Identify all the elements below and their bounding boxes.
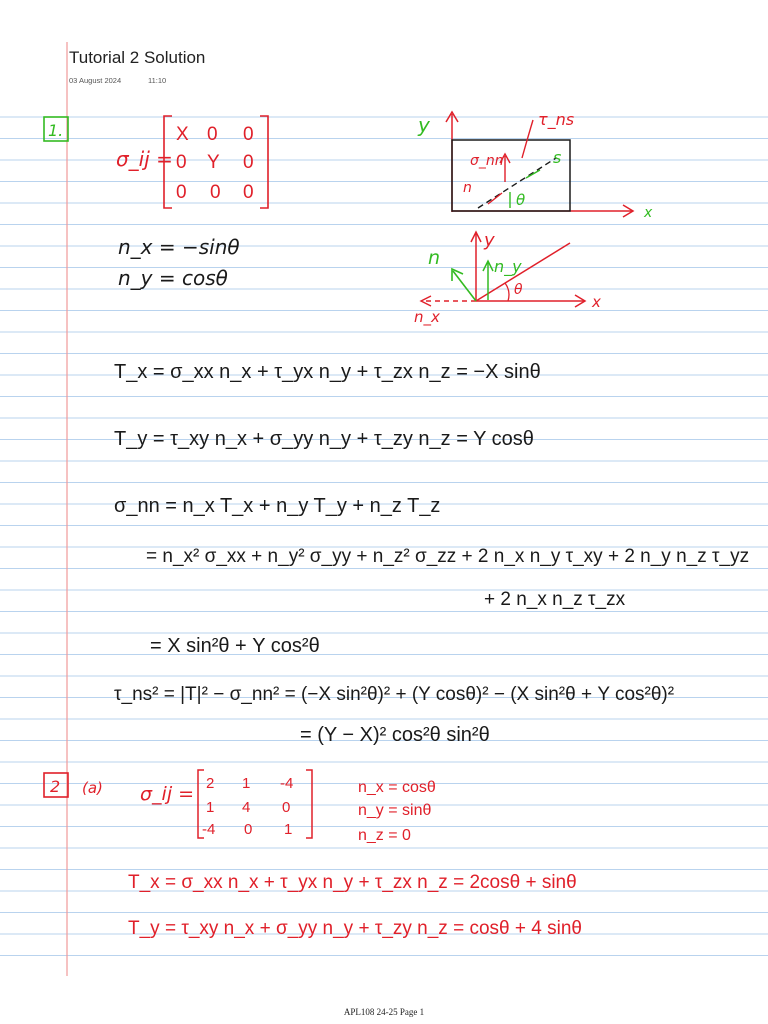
fig2-y-label: y [484, 230, 495, 251]
fig2-n-label: n [428, 247, 441, 269]
p2-matrix-cell: -4 [202, 821, 216, 838]
figure-2-normal-diagram [414, 230, 601, 327]
p2-n-z: n_z = 0 [358, 827, 411, 844]
p2-eq-traction-y: T_y = τ_xy n_x + σ_yy n_y + τ_zy n_z = cosθ + 4 sinθ [128, 918, 582, 939]
problem-2-part: (a) [82, 779, 103, 797]
s-arrow [526, 170, 540, 178]
n-y-equation: n_y = cosθ [118, 266, 228, 290]
fig1-x-label: x [644, 205, 653, 221]
eq-sigma-nn-1: σ_nn = n_x T_x + n_y T_y + n_z T_z [114, 495, 441, 517]
p2-matrix-cell: 1 [284, 821, 293, 838]
p2-eq-traction-x: T_x = σ_xx n_x + τ_yx n_y + τ_zx n_z = 2cosθ + sinθ [128, 872, 577, 893]
p2-matrix-cell: 1 [206, 799, 215, 816]
tau-ns-leader [522, 120, 533, 158]
n-arrow [488, 193, 502, 204]
problem-2-label: 2 [50, 777, 61, 796]
eq-sigma-nn-4: = X sin²θ + Y cos²θ [150, 635, 320, 657]
p2-n-y: n_y = sinθ [358, 802, 432, 819]
eq-traction-x: T_x = σ_xx n_x + τ_yx n_y + τ_zx n_z = −X sinθ [114, 361, 541, 383]
p2-matrix-cell: 0 [282, 799, 291, 816]
matrix-right-bracket [260, 116, 268, 208]
p2-eq-traction-z-clipped [128, 973, 590, 995]
eq-tau-ns-1: τ_ns² = |T|² − σ_nn² = (−X sin²θ)² + (Y cosθ)² − (X sin²θ + Y cos²θ)² [114, 684, 675, 705]
page-date: 03 August 2024 [69, 76, 122, 85]
eq-sigma-nn-2: = n_x² σ_xx + n_y² σ_yy + n_z² σ_zz + 2 n_x n_y τ_xy + 2 n_y n_z τ_yz [146, 546, 750, 567]
fig2-plane-line [476, 243, 570, 301]
p2-matrix-cell: -4 [280, 775, 294, 792]
problem-1-label: 1. [48, 121, 64, 140]
matrix-cell: 0 [207, 124, 218, 145]
eq-tau-ns-2: = (Y − X)² cos²θ sin²θ [300, 724, 490, 746]
page-title: Tutorial 2 Solution [69, 48, 206, 67]
fig2-ny-label: n_y [494, 257, 522, 276]
p2-sigma-ij-label: σ_ij = [140, 783, 195, 805]
eq-sigma-nn-3: + 2 n_x n_z τ_zx [484, 589, 626, 610]
matrix-cell: 0 [176, 182, 187, 203]
p2-matrix-cell: 0 [244, 821, 253, 838]
fig1-tau-ns-label: τ_ns [538, 110, 575, 129]
sigma-ij-label: σ_ij = [116, 147, 173, 171]
p2-matrix-right-bracket [306, 770, 312, 838]
page-footer: APL108 24-25 Page 1 [343, 1007, 425, 1017]
fig2-nx-label: n_x [414, 308, 440, 326]
fig1-y-label: y [418, 113, 430, 137]
figure-1-plane-diagram [417, 110, 653, 221]
p2-matrix-cell: 1 [242, 775, 251, 792]
fig1-sigma-nn-label: σ_nn [470, 153, 504, 169]
fig2-normal-arrow [453, 271, 476, 301]
matrix-cell: X [176, 124, 189, 145]
p2-matrix-cell: 4 [242, 799, 251, 816]
matrix-cell: 0 [176, 152, 187, 173]
fig2-x-label: x [592, 293, 601, 311]
n-x-equation: n_x = −sinθ [118, 235, 240, 259]
eq-traction-y: T_y = τ_xy n_x + σ_yy n_y + τ_zy n_z = Y cosθ [114, 428, 534, 450]
matrix-cell: 0 [243, 182, 254, 203]
matrix-cell: 0 [243, 152, 254, 173]
fig2-theta-label: θ [514, 282, 523, 298]
matrix-cell: Y [207, 152, 220, 173]
fig1-n-label: n [463, 180, 472, 196]
p2-matrix-cell: 2 [206, 775, 215, 792]
p2-n-x: n_x = cosθ [358, 779, 436, 796]
page-time: 11:10 [148, 76, 167, 85]
fig1-theta-label: θ [516, 191, 526, 209]
fig2-theta-arc [505, 283, 509, 301]
p2-eq-traction-z: T_z = τ_xz n_x + τ_yz n_y + σ_zz n_z = −4 cosθ [128, 973, 590, 995]
fig1-s-label: s [553, 148, 562, 167]
matrix-cell: 0 [210, 182, 221, 203]
matrix-cell: 0 [243, 124, 254, 145]
